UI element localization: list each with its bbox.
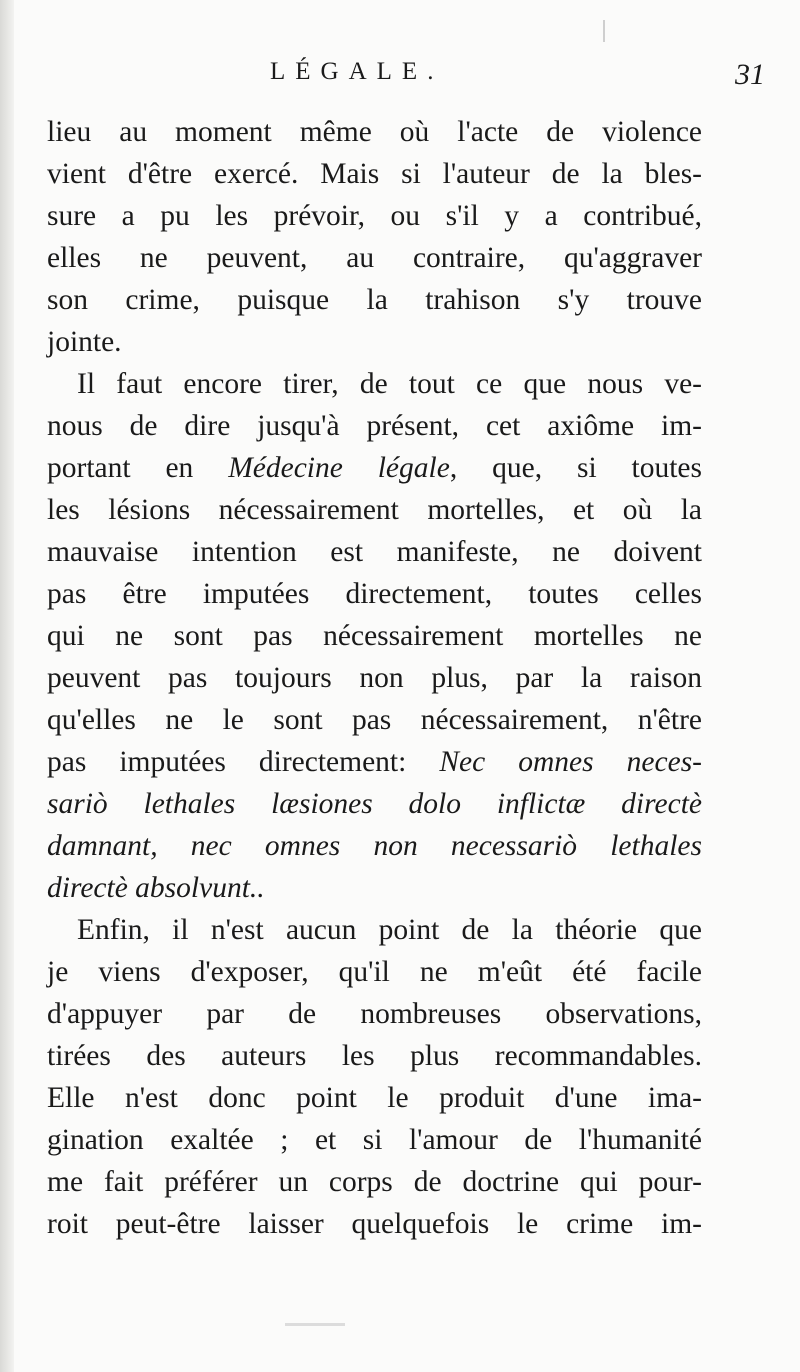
text-line: peuvent pas toujours non plus, par la raison	[47, 662, 702, 694]
text-line: vient d'être exercé. Mais si l'auteur de la bles-	[47, 158, 702, 190]
text-line	[47, 741, 702, 783]
italic-term: Médecine légale	[228, 452, 450, 484]
text-line: qu'elles ne le sont pas nécessairement, n'être	[47, 704, 702, 736]
text-line: roit peut-être laisser quelquefois le crime im-	[47, 1208, 702, 1240]
latin-quote: sariò lethales læsiones dolo inflictæ directè	[47, 788, 702, 820]
text-line: d'appuyer par de nombreuses observations,	[47, 998, 702, 1030]
text-line: les lésions nécessairement mortelles, et où la	[47, 494, 702, 526]
text-line	[47, 867, 702, 909]
paper-mark	[603, 20, 605, 42]
page-edge	[0, 0, 14, 1372]
text-line: tirées des auteurs les plus recommandables.	[47, 1040, 702, 1072]
paper-smudge	[285, 1323, 345, 1326]
text-line	[47, 783, 702, 825]
text-line: nous de dire jusqu'à présent, cet axiôme im-	[47, 410, 702, 442]
text-line	[47, 447, 702, 489]
latin-quote: damnant, nec omnes non necessariò lethales	[47, 830, 702, 862]
text-line: mauvaise intention est manifeste, ne doivent	[47, 536, 702, 568]
text-line: gination exaltée ; et si l'amour de l'humanité	[47, 1124, 702, 1156]
text-run: pas imputées directement:	[47, 746, 440, 778]
text-line: son crime, puisque la trahison s'y trouve	[47, 284, 702, 316]
text-line: qui ne sont pas nécessairement mortelles ne	[47, 620, 702, 652]
page-header	[0, 58, 800, 98]
page-number: 31	[735, 58, 765, 91]
text-line: elles ne peuvent, au contraire, qu'aggraver	[47, 242, 702, 274]
text-line	[47, 825, 702, 867]
text-line: jointe.	[47, 326, 122, 358]
text-line: pas être imputées directement, toutes celles	[47, 578, 702, 610]
latin-quote: Nec omnes neces-	[439, 746, 702, 778]
text-run: , que, si toutes	[449, 452, 702, 484]
text-line: Il faut encore tirer, de tout ce que nous ve-	[77, 368, 702, 400]
text-line: Enfin, il n'est aucun point de la théorie que	[77, 914, 702, 946]
text-line: sure a pu les prévoir, ou s'il y a contribué,	[47, 200, 702, 232]
text-line: je viens d'exposer, qu'il ne m'eût été facile	[47, 956, 702, 988]
text-line: me fait préférer un corps de doctrine qui pour-	[47, 1166, 702, 1198]
running-title: LÉGALE.	[270, 58, 444, 85]
text-line: lieu au moment même où l'acte de violence	[47, 116, 702, 148]
body-text	[47, 111, 702, 1245]
latin-quote: directè absolvunt..	[47, 872, 265, 904]
text-run: portant en	[47, 452, 229, 484]
text-line: Elle n'est donc point le produit d'une ima-	[47, 1082, 702, 1114]
